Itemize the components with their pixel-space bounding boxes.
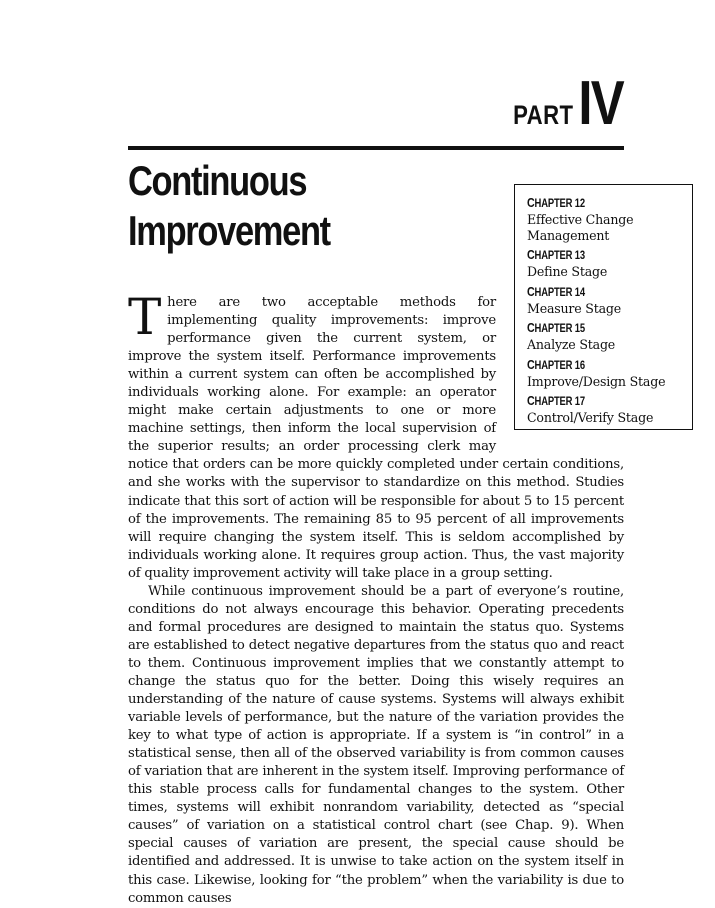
chapter-label: CHAPTER 12: [527, 195, 585, 210]
chapter-title: Effective Change Management: [527, 212, 634, 243]
chapter-label: CHAPTER 16: [527, 356, 585, 372]
paragraph-2: While continuous improvement should be a part of everyone’s routine, conditions do not always encourage this behavior. Operating precedents and formal procedures are designed to maintain the status quo. Systems are established to detect negative departures from the status quo and react to them. Continuous improvement implies that we constantly attempt to change the status quo for the better. Doing this wisely requires an understanding of the nature of cause systems. Systems will always exhibit variable levels of performance, but the nature of the variation provides the key to what type of action is appropriate. If a system is “in control” in a statistical sense, then all of the observed variability is from common causes of variation that are inherent in the system itself. Improving performance of this stable process calls for fundamental changes to the system. Other times, systems will exhibit nonrandom variability, detected as “special causes” of variation on a statistical control chart (see Chap. 9). When special causes of variation are present, the special cause should be identified and addressed. It is unwise to take action on the system itself in this case. Likewise, looking for “the problem” when the variability is due to common causes: [128, 583, 624, 906]
chapter-title: Define Stage: [527, 264, 608, 279]
chapter-label: CHAPTER 15: [527, 320, 585, 335]
chapter-entry: [527, 195, 692, 243]
part-number: IV: [578, 69, 623, 138]
heading-rule: [128, 146, 624, 150]
chapter-title: Measure Stage: [527, 300, 622, 316]
chapter-title: Analyze Stage: [527, 337, 616, 352]
part-word: PART: [513, 99, 574, 130]
chapter-entry: [527, 247, 692, 280]
chapter-title: Control/Verify Stage: [527, 410, 654, 425]
part-title-line-2: Improvement: [128, 207, 330, 254]
chapter-label: CHAPTER 13: [527, 247, 585, 262]
drop-cap: T: [128, 288, 162, 346]
paragraph-1-text: here are two acceptable methods for implementing quality improvements: improve performance given the current system, or improve the system itself. Performance improvements within a current system can often be accomplished by individuals working alone. For example: an operator might make certain adjustments to one or more machine settings, then inform the local supervision of the superior results; an order processing clerk may notice that orders can be more quickly completed under certain conditions, and she works with the supervisor to standardize on this method. Studies indicate that this sort of action will be responsible for about 5 to 15 percent of the improvements. The remaining 85 to 95 percent of all improvements will require changing the system itself. This is seldom accomplished by individuals working alone. It requires group action. Thus, the vast majority of quality improvement activity will take place in a group setting.: [128, 295, 624, 581]
chapter-title: Improve/Design Stage: [527, 373, 666, 389]
part-title-line-1: Continuous: [128, 157, 307, 204]
part-heading: [513, 69, 623, 138]
chapter-label: CHAPTER 17: [527, 393, 585, 408]
chapter-label: CHAPTER 14: [527, 283, 585, 299]
